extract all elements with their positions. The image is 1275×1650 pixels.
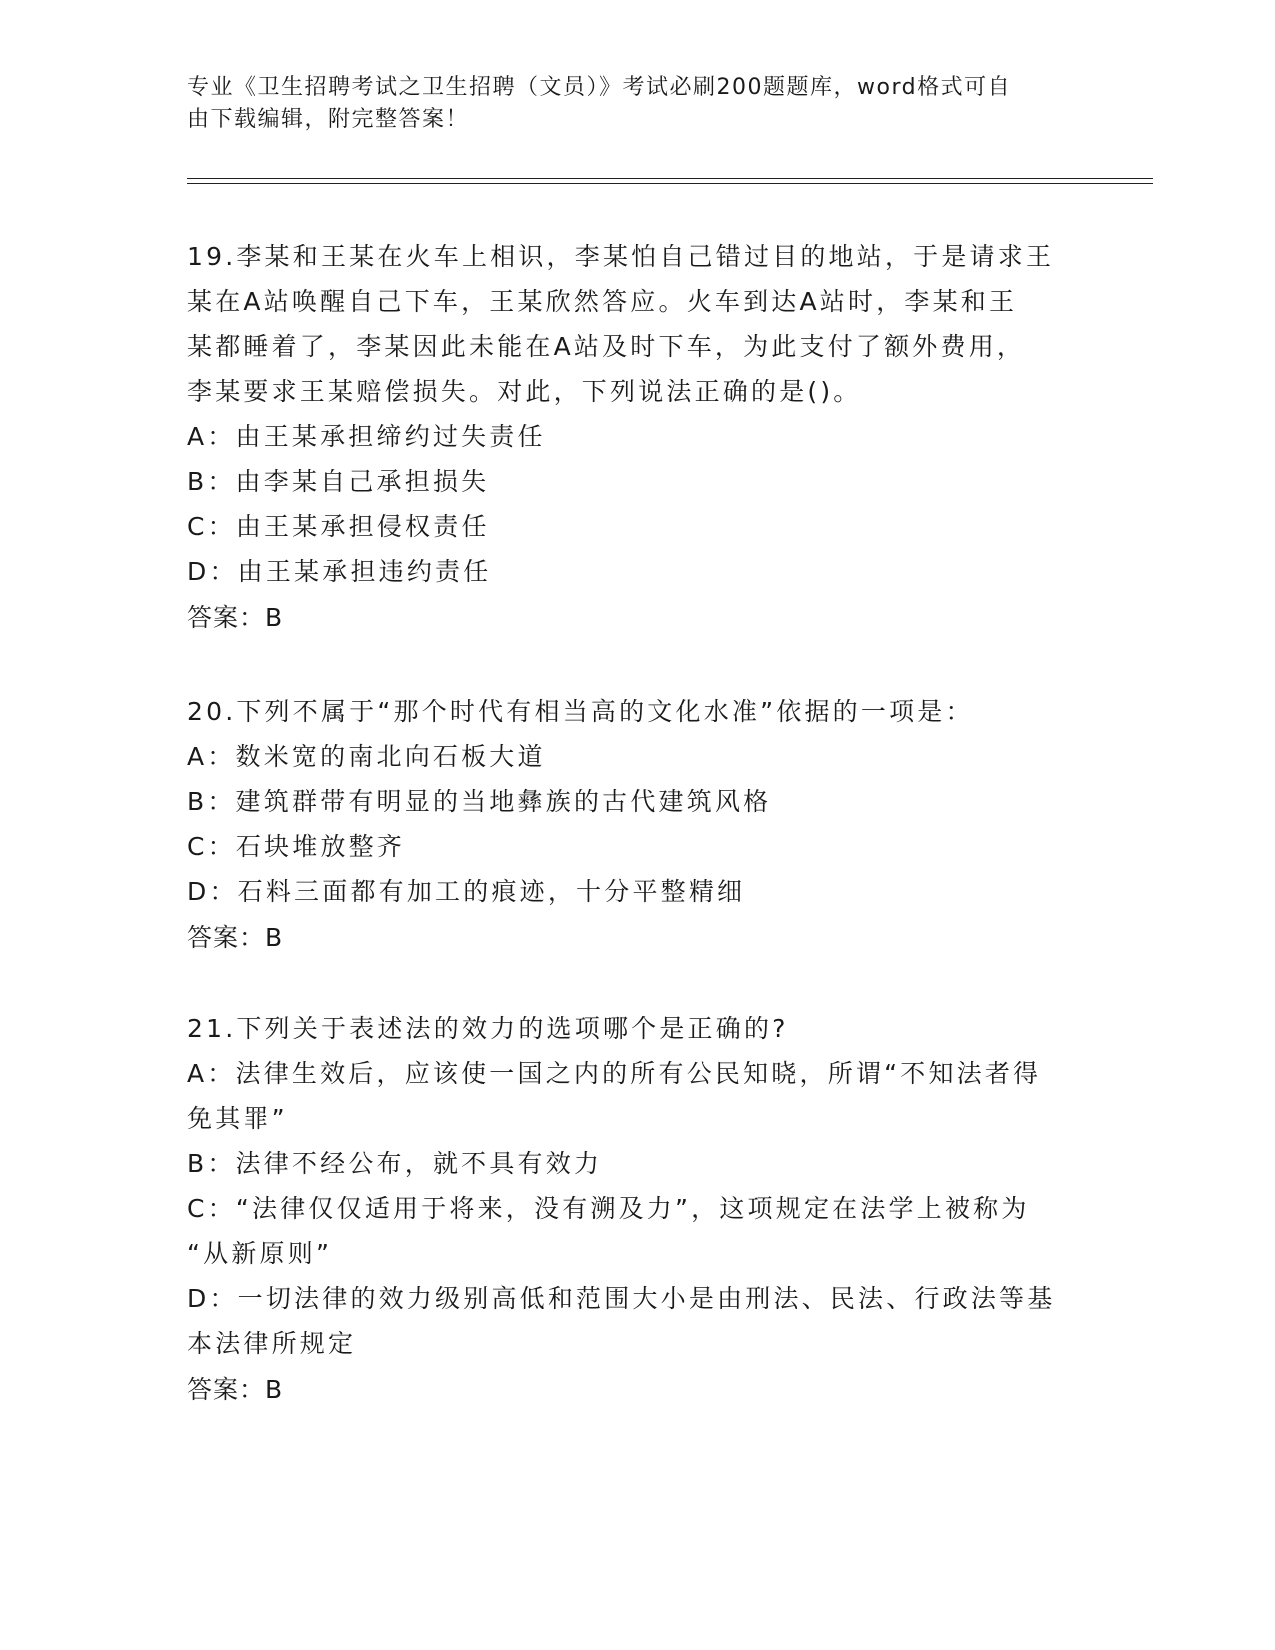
answer-line: 答案：B [187, 603, 284, 632]
option-a: A：法律生效后，应该使一国之内的所有公民知晓，所谓“不知法者得 [187, 1059, 1042, 1088]
option-b: B：由李某自己承担损失 [187, 467, 490, 496]
option-d: D：由王某承担违约责任 [187, 557, 492, 586]
question-stem-line: 李某要求王某赔偿损失。对此，下列说法正确的是()。 [187, 377, 862, 406]
question-19 [187, 234, 1087, 640]
option-d: D：一切法律的效力级别高低和范围大小是由刑法、民法、行政法等基 [187, 1284, 1056, 1313]
option-c: C：“法律仅仅适用于将来，没有溯及力”，这项规定在法学上被称为 [187, 1194, 1030, 1223]
option-c: C：石块堆放整齐 [187, 832, 406, 861]
option-c: C：由王某承担侵权责任 [187, 512, 490, 541]
option-a-continued: 免其罪” [187, 1104, 288, 1133]
question-stem-line: 某都睡着了，李某因此未能在A站及时下车，为此支付了额外费用， [187, 332, 1026, 361]
header-line-2: 由下载编辑，附完整答案！ [187, 107, 470, 132]
header-divider-top [187, 178, 1153, 179]
question-21 [187, 1006, 1087, 1412]
option-d: D：石料三面都有加工的痕迹，十分平整精细 [187, 877, 746, 906]
option-b: B：建筑群带有明显的当地彝族的古代建筑风格 [187, 787, 772, 816]
answer-line: 答案：B [187, 1375, 284, 1404]
header-line-1: 专业《卫生招聘考试之卫生招聘（文员）》考试必刷200题题库，word格式可自 [187, 75, 1012, 100]
option-d-continued: 本法律所规定 [187, 1329, 357, 1358]
option-c-continued: “从新原则” [187, 1239, 333, 1268]
answer-line: 答案：B [187, 923, 284, 952]
document-header [187, 72, 1067, 136]
question-stem-line: 19.李某和王某在火车上相识，李某怕自己错过目的地站，于是请求王 [187, 242, 1055, 271]
option-a: A：数米宽的南北向石板大道 [187, 742, 546, 771]
option-a: A：由王某承担缔约过失责任 [187, 422, 546, 451]
question-stem-line: 20.下列不属于“那个时代有相当高的文化水准”依据的一项是： [187, 697, 974, 726]
question-20 [187, 689, 1087, 960]
option-b: B：法律不经公布，就不具有效力 [187, 1149, 603, 1178]
header-divider-bottom [187, 183, 1153, 184]
question-stem-line: 某在A站唤醒自己下车，王某欣然答应。火车到达A站时，李某和王 [187, 287, 1018, 316]
question-stem-line: 21.下列关于表述法的效力的选项哪个是正确的? [187, 1014, 789, 1043]
